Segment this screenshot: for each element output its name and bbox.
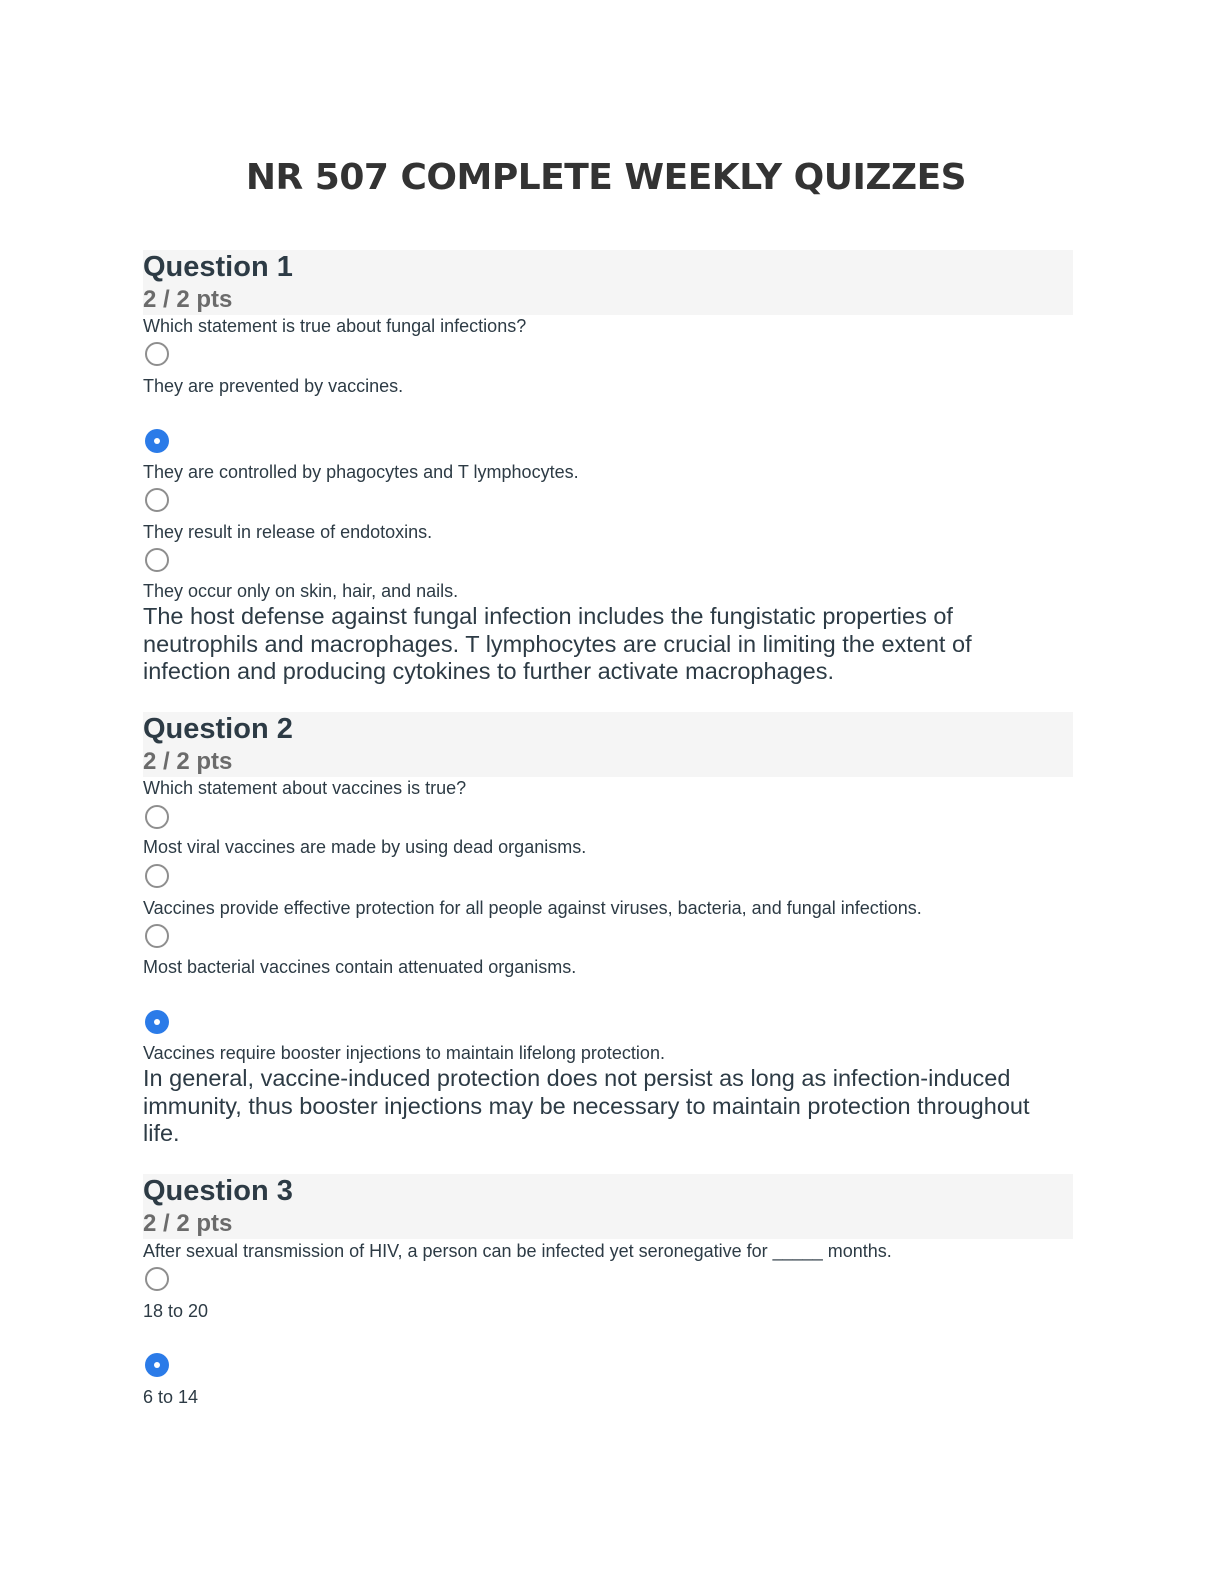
answer-radio-selected[interactable] [145,1010,169,1034]
answer-radio[interactable] [145,488,169,512]
answer-radio[interactable] [145,805,169,829]
answer-option-label: They occur only on skin, hair, and nails. [143,581,459,601]
answer-option-label: Vaccines provide effective protection for all people against viruses, bacteria, and fungal infections. [143,898,922,918]
answer-radio[interactable] [145,548,169,572]
question-points: 2 / 2 pts [143,1210,233,1237]
answer-option-label: 6 to 14 [143,1387,199,1407]
answer-option-label: Most bacterial vaccines contain attenuated organisms. [143,957,577,977]
question-points: 2 / 2 pts [143,286,233,313]
answer-radio[interactable] [145,924,169,948]
question-title: Question 2 [143,713,293,745]
question-text: Which statement is true about fungal infections? [143,316,527,336]
answer-option-label: They are prevented by vaccines. [143,376,404,396]
answer-option-label: Vaccines require booster injections to maintain lifelong protection. [143,1043,665,1063]
answer-radio[interactable] [145,342,169,366]
answer-explanation: The host defense against fungal infection includes the fungistatic properties of neutrophils and macrophages. T lymphocytes are crucial in limiting the extent of infection and producing cytokines to further activate macrophages. [143,603,972,684]
question-text: After sexual transmission of HIV, a person can be infected yet seronegative for _____ months. [143,1241,892,1261]
answer-option-label: 18 to 20 [143,1301,209,1321]
answer-radio-selected[interactable] [145,429,169,453]
answer-radio[interactable] [145,864,169,888]
answer-option-label: Most viral vaccines are made by using dead organisms. [143,837,587,857]
question-text: Which statement about vaccines is true? [143,778,467,798]
answer-option-label: They result in release of endotoxins. [143,522,433,542]
answer-radio-selected[interactable] [145,1353,169,1377]
answer-explanation: In general, vaccine-induced protection does not persist as long as infection-induced immunity, thus booster injections may be necessary to maintain protection throughout life. [143,1065,1030,1146]
document-title: NR 507 COMPLETE WEEKLY QUIZZES [245,157,967,198]
question-title: Question 1 [143,251,293,283]
answer-radio[interactable] [145,1267,169,1291]
answer-option-label: They are controlled by phagocytes and T lymphocytes. [143,462,579,482]
question-title: Question 3 [143,1175,293,1207]
question-points: 2 / 2 pts [143,748,233,775]
